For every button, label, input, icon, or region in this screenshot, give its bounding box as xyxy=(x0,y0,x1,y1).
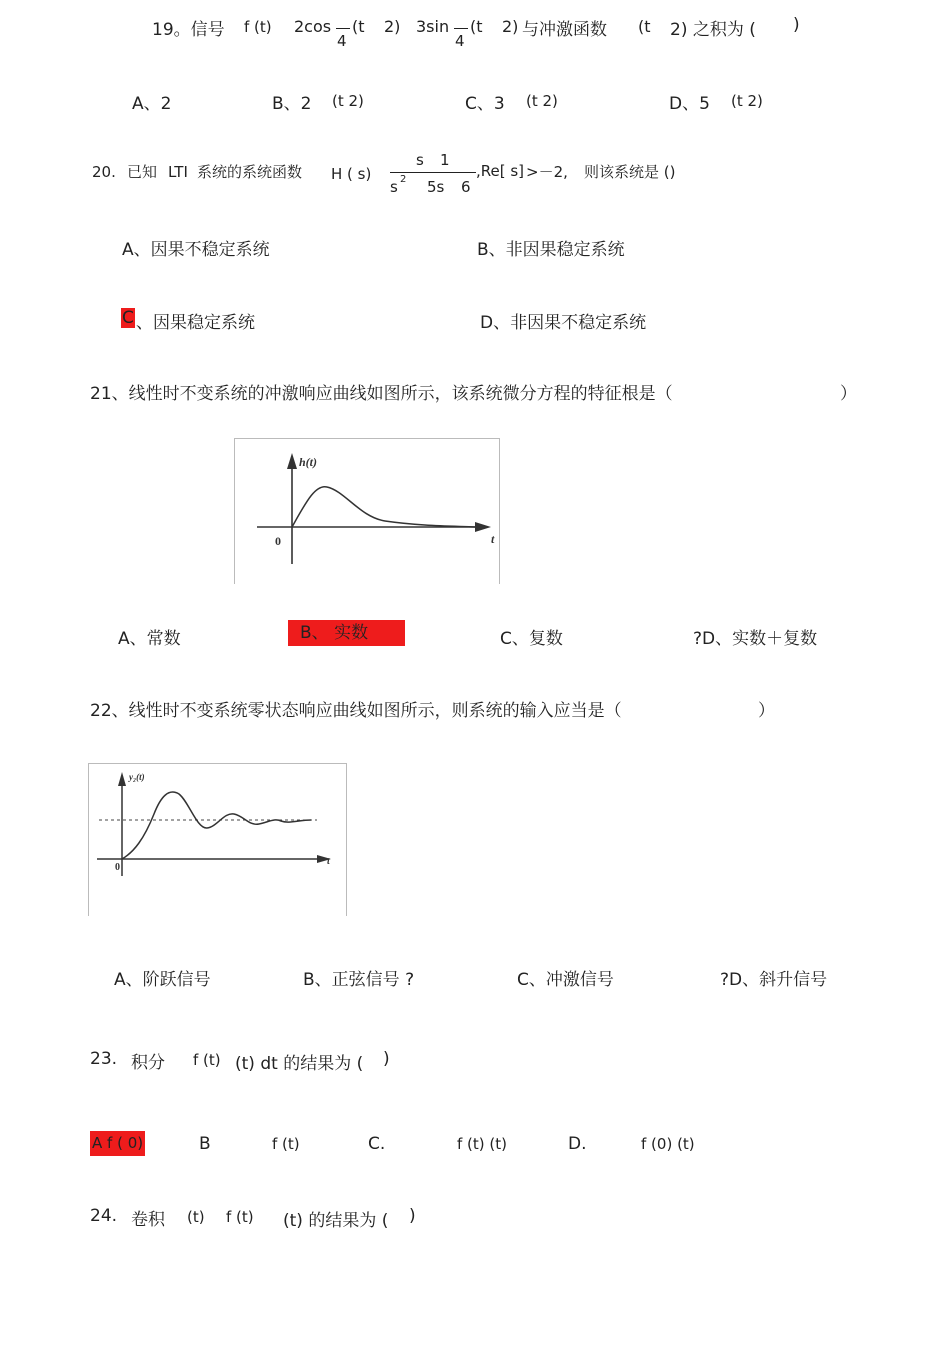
q22-option-b[interactable]: B、正弦信号 ? xyxy=(303,970,415,990)
q19-tail4: ) xyxy=(793,15,800,35)
q23-expr1: f (t) xyxy=(193,1051,221,1069)
q19-tail2: (t xyxy=(638,17,651,36)
q20-denominator-square: 2 xyxy=(400,174,407,185)
q22-text: 22、线性时不变系统零状态响应曲线如图所示，则系统的输入应当是（ xyxy=(90,701,622,721)
q20-denominator-5s: 5s xyxy=(427,178,445,196)
q23-option-d[interactable]: D. xyxy=(568,1134,587,1154)
q22-figure-svg xyxy=(89,764,346,916)
q24-close: ) xyxy=(409,1206,416,1226)
q20-option-a[interactable]: A、因果不稳定系统 xyxy=(122,240,270,260)
q24-expr1: (t) xyxy=(187,1208,205,1226)
q23-option-c-expr: f (t) (t) xyxy=(457,1135,507,1153)
q22-y-label: y₂(t) xyxy=(129,772,145,782)
q19-sin-arg: (t xyxy=(470,17,483,36)
q20-text1: 已知 xyxy=(127,163,158,181)
q19-option-b[interactable]: B、2 xyxy=(272,94,312,114)
q19-number: 19。信号 xyxy=(152,20,225,40)
q21-x-arrow xyxy=(475,522,491,532)
q19-tail3: 2) 之积为 ( xyxy=(670,20,756,40)
q19-option-c[interactable]: C、3 xyxy=(465,94,505,114)
q19-sin-fraction-bar xyxy=(454,28,468,29)
q22-x-label: t xyxy=(327,856,330,867)
q19-option-b-extra: (t 2) xyxy=(332,92,364,110)
q20-lti: LTI xyxy=(168,163,188,181)
q21-y-label: h(t) xyxy=(299,455,317,469)
q22-origin-label: 0 xyxy=(115,862,120,873)
q22-close: ） xyxy=(758,701,775,721)
q23-option-b-expr: f (t) xyxy=(272,1135,300,1153)
q22-option-c[interactable]: C、冲激信号 xyxy=(517,970,614,990)
q21-option-c[interactable]: C、复数 xyxy=(500,629,563,649)
q24-text: 卷积 xyxy=(131,1210,165,1230)
q20-text2: 系统的系统函数 xyxy=(197,163,303,181)
q20-hs: H ( s) xyxy=(331,165,372,183)
q19-ft: f (t) xyxy=(244,18,272,36)
q20-tail: 则该系统是 () xyxy=(584,163,676,181)
q21-response-curve xyxy=(292,487,475,527)
q19-cos-fraction-bar xyxy=(336,28,350,29)
q23-close: ) xyxy=(383,1049,390,1069)
q20-option-c-highlight[interactable]: C xyxy=(122,308,134,328)
q19-cos-coef: 2cos xyxy=(294,17,332,36)
q19-cos-denominator: 4 xyxy=(337,32,347,50)
q22-response-curve xyxy=(122,792,311,859)
q19-cos-arg: (t xyxy=(352,17,365,36)
q23-number: 23. xyxy=(90,1049,118,1069)
q24-expr3: (t) 的结果为 ( xyxy=(283,1211,389,1231)
q19-option-d[interactable]: D、5 xyxy=(669,94,710,114)
q19-cos-arg2: 2) xyxy=(384,17,401,36)
q19-tail1: 与冲激函数 xyxy=(522,20,607,40)
q19-sin-coef: 3sin xyxy=(416,17,450,36)
q20-option-c[interactable]: 、因果稳定系统 xyxy=(136,313,255,333)
q21-impulse-response-figure xyxy=(234,438,500,584)
q20-denominator-s: s xyxy=(390,178,398,196)
q21-option-d[interactable]: ?D、实数＋复数 xyxy=(693,629,818,649)
q19-sin-denominator: 4 xyxy=(455,32,465,50)
q21-x-label: t xyxy=(491,532,495,546)
q23-expr2: (t) dt 的结果为 ( xyxy=(235,1054,364,1074)
q24-expr2: f (t) xyxy=(226,1208,254,1226)
q21-text: 21、线性时不变系统的冲激响应曲线如图所示，该系统微分方程的特征根是（ xyxy=(90,384,673,404)
q20-number: 20. xyxy=(92,163,116,181)
q23-option-a[interactable]: A f ( 0) xyxy=(90,1131,145,1156)
q23-option-b[interactable]: B xyxy=(199,1134,211,1154)
q21-figure-svg xyxy=(235,439,499,584)
q21-origin-label: 0 xyxy=(275,534,281,548)
q20-gt: >－2, xyxy=(526,163,568,181)
q20-denominator-6: 6 xyxy=(461,178,471,196)
q22-option-d[interactable]: ?D、斜升信号 xyxy=(720,970,828,990)
q19-option-c-extra: (t 2) xyxy=(526,92,558,110)
q20-condition: ,Re[ s] xyxy=(476,162,525,180)
q20-option-b[interactable]: B、非因果稳定系统 xyxy=(477,240,625,260)
q21-y-arrow xyxy=(287,453,297,469)
q20-fraction-bar xyxy=(390,172,476,173)
q21-option-a[interactable]: A、常数 xyxy=(118,629,181,649)
q20-option-d[interactable]: D、非因果不稳定系统 xyxy=(480,313,647,333)
q20-numerator-1: 1 xyxy=(440,151,450,169)
q22-y-arrow xyxy=(118,772,126,786)
q21-close: ） xyxy=(840,384,857,404)
q23-option-d-expr: f (0) (t) xyxy=(641,1135,695,1153)
q19-sin-arg2: 2) xyxy=(502,17,519,36)
q23-text: 积分 xyxy=(131,1053,165,1073)
q23-option-c[interactable]: C. xyxy=(368,1134,386,1154)
q22-zero-state-response-figure xyxy=(88,763,347,916)
q19-option-d-extra: (t 2) xyxy=(731,92,763,110)
q20-numerator-s: s xyxy=(416,151,424,169)
q19-option-a[interactable]: A、2 xyxy=(132,94,172,114)
q21-option-b[interactable]: B、 实数 xyxy=(288,620,405,646)
q22-option-a[interactable]: A、阶跃信号 xyxy=(114,970,211,990)
q24-number: 24. xyxy=(90,1206,118,1226)
